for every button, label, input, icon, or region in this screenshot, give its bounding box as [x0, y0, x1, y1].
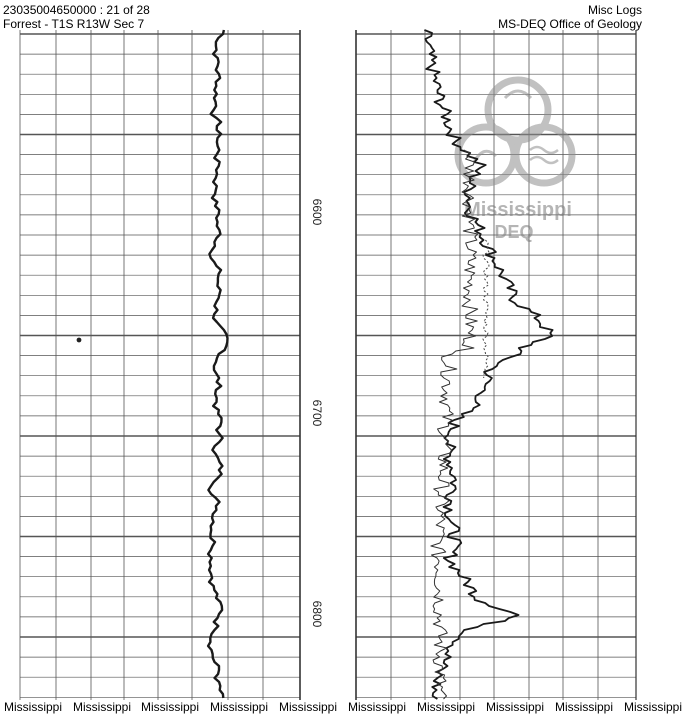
- ink-dot-mark: [77, 338, 82, 343]
- left-track-grid: [20, 30, 300, 700]
- agency-label: MS-DEQ Office of Geology: [498, 17, 642, 31]
- footer-text: Mississippi: [624, 700, 682, 714]
- footer-text: Mississippi: [73, 700, 132, 714]
- watermark-text-deq: DEQ: [494, 222, 534, 242]
- footer-text: Mississippi: [4, 700, 63, 714]
- footer-text: Mississippi: [348, 700, 407, 714]
- depth-label-6800: 6800: [310, 600, 324, 628]
- footer-text: Mississippi: [555, 700, 614, 714]
- footer-text: Mississippi: [279, 700, 338, 714]
- depth-label-6700: 6700: [310, 399, 324, 427]
- log-type-label: Misc Logs: [587, 3, 642, 17]
- footer-watermark-strip: [0, 700, 682, 715]
- right-track-dotted-curve: [483, 240, 489, 378]
- watermark-text-mississippi: Mississippi: [464, 199, 572, 221]
- footer-text: Mississippi: [417, 700, 476, 714]
- well-location-label: Forrest - T1S R13W Sec 7: [3, 17, 145, 31]
- footer-text: Mississippi: [486, 700, 545, 714]
- footer-text: Mississippi: [141, 700, 200, 714]
- footer-text: Mississippi: [210, 700, 269, 714]
- well-api-page-label: 23035004650000 : 21 of 28: [3, 3, 150, 17]
- depth-label-6600: 6600: [310, 198, 324, 226]
- left-track-log-curve: [208, 30, 227, 698]
